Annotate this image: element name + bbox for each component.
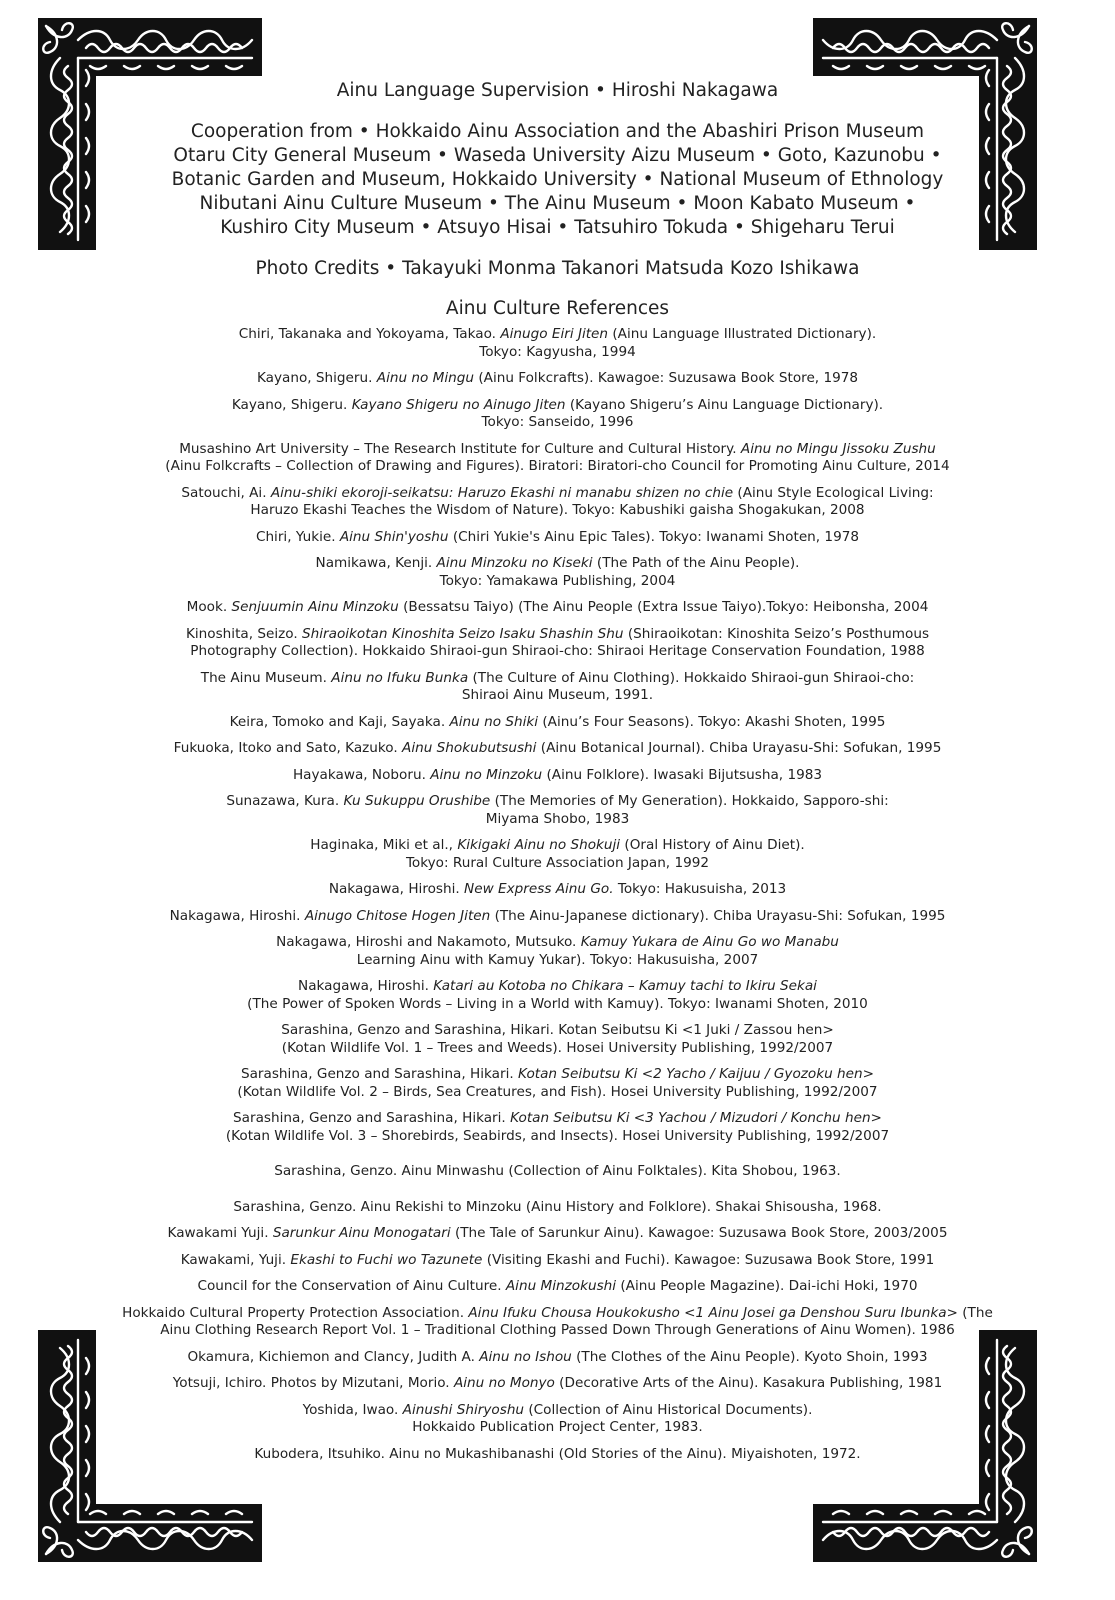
reference-title: Ekashi to Fuchi wo Tazunete [290,1251,483,1268]
reference-item [110,837,1005,872]
reference-line [110,1110,1005,1128]
reference-title: Ainugo Eiri Jiten [500,326,609,342]
reference-line [110,529,1005,547]
reference-title: Ainu Shokubutsushi [402,740,537,756]
reference-item [110,397,1005,432]
reference-item [110,1402,1005,1437]
reference-author: Sarashina, Genzo and Sarashina, Hikari. [233,1110,511,1126]
reference-title: Ainu no Mingu [376,370,475,386]
reference-line: (Ainu Folkcrafts – Collection of Drawing and Figures). Biratori: Biratori-cho Council for Promoting Ainu Culture, 2014 [165,458,950,474]
reference-line [110,441,1005,459]
reference-line [110,837,1005,855]
reference-line [110,1163,1005,1181]
reference-item [110,1446,1005,1464]
reference-details: (The Ainu Clothing Research Report Vol. 1 – Traditional Clothing Passed Down Through Generations of Ainu Women). 1986 [160,1304,993,1338]
reference-item [110,1349,1005,1367]
reference-details: (Oral History of Ainu Diet). [620,837,805,853]
reference-line [110,326,1005,344]
cooperation-line: Otaru City General Museum • Waseda University Aizu Museum • Goto, Kazunobu • [173,145,942,166]
reference-details: (Ainu Folklore). Iwasaki Bijutsusha, 1983 [542,766,823,783]
reference-author: Kawakami, Yuji. [180,1251,291,1268]
reference-details: (Bessatsu Taiyo) (The Ainu People (Extra Issue Taiyo).Tokyo: Heibonsha, 2004 [398,599,929,615]
reference-details: Tokyo: Hakusuisha, 2013 [613,881,787,897]
reference-author: Mook. [186,599,232,615]
cooperation-line: Cooperation from • Hokkaido Ainu Association and the Abashiri Prison Museum [190,121,925,142]
reference-title: Ainushi Shiryoshu [402,1401,525,1418]
reference-title: Ainu-shiki ekoroji-seikatsu: Haruzo Ekashi ni manabu shizen no chie [270,484,734,501]
reference-item [110,908,1005,926]
reference-author: Chiri, Takanaka and Yokoyama, Takao. [238,326,501,342]
reference-details: (The Memories of My Generation). Hokkaido, Sapporo-shi: [490,793,889,809]
reference-title: Kamuy Yukara de Ainu Go wo Manabu [580,934,839,950]
reference-title: Shiraoikotan Kinoshita Seizo Isaku Shashin Shu [302,625,624,642]
references-list [110,326,1005,1472]
reference-details: (The Culture of Ainu Clothing). Hokkaido Shiraoi-gun Shiraoi-cho: [468,669,915,686]
reference-title: Sarunkur Ainu Monogatari [272,1225,451,1241]
reference-line [110,555,1005,573]
reference-details: (Shiraoikotan: Kinoshita Seizo’s Posthumous [623,625,930,642]
reference-item [110,1110,1005,1145]
reference-author: Sunazawa, Kura. [226,793,344,809]
reference-author: Chiri, Yukie. [255,528,340,545]
reference-author: Kinoshita, Seizo. [185,625,302,642]
reference-details: (The Tale of Sarunkur Ainu). Kawagoe: Suzusawa Book Store, 2003/2005 [450,1225,948,1241]
reference-author: Nakagawa, Hiroshi. [298,978,434,994]
reference-line [110,1402,1005,1420]
reference-line [110,793,1005,811]
reference-author: Satouchi, Ai. [181,484,271,501]
reference-line [110,978,1005,996]
reference-details: (Ainu’s Four Seasons). Tokyo: Akashi Shoten, 1995 [538,713,886,730]
reference-author: Kawakami Yuji. [167,1225,273,1241]
reference-item [110,1252,1005,1270]
reference-item [110,626,1005,661]
reference-author: Nakagawa, Hiroshi. [328,881,465,897]
reference-details: (Ainu Folkcrafts). Kawagoe: Suzusawa Book Store, 1978 [474,370,859,386]
reference-line: (Kotan Wildlife Vol. 3 – Shorebirds, Seabirds, and Insects). Hosei University Publishing, 1992/2007 [225,1127,890,1144]
reference-author: Sarashina, Genzo and Sarashina, Hikari. Kotan Seibutsu Ki <1 Juki / Zassou hen> [281,1022,834,1038]
reference-line: (The Power of Spoken Words – Living in a World with Kamuy). Tokyo: Iwanami Shoten, 2010 [247,995,868,1012]
reference-details: (Ainu Language Illustrated Dictionary). [608,326,877,342]
reference-line [110,670,1005,688]
reference-author: Namikawa, Kenji. [315,555,437,571]
reference-line: Hokkaido Publication Project Center, 1983. [412,1419,703,1435]
reference-item [110,740,1005,758]
reference-details: (Ainu Style Ecological Living: [733,484,934,501]
reference-title: Ainu no Ifuku Bunka [331,669,469,686]
references-heading: Ainu Culture References [445,298,670,319]
reference-line [110,599,1005,617]
reference-item [110,1163,1005,1181]
reference-line [110,1022,1005,1040]
language-supervision: Ainu Language Supervision • Hiroshi Nakagawa [336,80,779,101]
reference-item [110,767,1005,785]
reference-item [110,881,1005,899]
reference-item [110,1278,1005,1296]
reference-author: Kubodera, Itsuhiko. Ainu no Mukashibanashi (Old Stories of the Ainu). Miyaishoten, 1972. [254,1445,861,1462]
reference-author: Haginaka, Miki et al., [310,837,458,853]
reference-item [110,793,1005,828]
reference-item [110,1022,1005,1057]
reference-author: Okamura, Kichiemon and Clancy, Judith A. [187,1348,480,1365]
reference-item [110,326,1005,361]
reference-author: Yoshida, Iwao. [302,1401,403,1418]
reference-line: (Kotan Wildlife Vol. 1 – Trees and Weeds). Hosei University Publishing, 1992/2007 [281,1039,834,1056]
cooperation-line: Botanic Garden and Museum, Hokkaido University • National Museum of Ethnology [171,169,944,190]
reference-details: (Decorative Arts of the Ainu). Kasakura Publishing, 1981 [554,1375,943,1391]
reference-line [110,881,1005,899]
reference-line [110,1446,1005,1464]
reference-line [110,740,1005,758]
reference-line [110,1066,1005,1084]
reference-line: Tokyo: Rural Culture Association Japan, 1992 [405,854,710,871]
reference-line: Photography Collection). Hokkaido Shiraoi-gun Shiraoi-cho: Shiraoi Heritage Conservation Foundation, 1988 [190,643,925,659]
reference-title: Katari au Kotoba no Chikara – Kamuy tachi to Ikiru Sekai [433,978,817,994]
reference-line [110,908,1005,926]
reference-details: (Visiting Ekashi and Fuchi). Kawagoe: Suzusawa Book Store, 1991 [482,1251,935,1268]
reference-item [110,555,1005,590]
reference-item [110,441,1005,476]
reference-title: Ainu Ifuku Chousa Houkokusho <1 Ainu Josei ga Denshou Suru Ibunka> [468,1304,958,1321]
reference-item [110,370,1005,388]
reference-line [110,1305,1005,1340]
reference-item [110,1066,1005,1101]
reference-details: (The Path of the Ainu People). [592,555,800,571]
reference-details: (Ainu Botanical Journal). Chiba Urayasu-Shi: Sofukan, 1995 [536,740,942,756]
reference-title: Senjuumin Ainu Minzoku [231,599,399,615]
photo-credits: Photo Credits • Takayuki Monma Takanori Matsuda Kozo Ishikawa [255,258,860,279]
reference-details: (Ainu People Magazine). Dai-ichi Hoki, 1970 [616,1278,918,1294]
reference-title: Ainu Minzoku no Kiseki [436,555,593,571]
reference-item [110,485,1005,520]
reference-line [110,1199,1005,1217]
reference-item [110,714,1005,732]
reference-title: Kotan Seibutsu Ki <2 Yacho / Kaijuu / Gyozoku hen> [518,1066,875,1082]
reference-item [110,1199,1005,1217]
reference-title: Ainu no Mingu Jissoku Zushu [740,440,936,457]
reference-item [110,978,1005,1013]
reference-line [110,1225,1005,1243]
reference-details: (The Ainu-Japanese dictionary). Chiba Urayasu-Shi: Sofukan, 1995 [490,907,946,924]
reference-item [110,1375,1005,1393]
reference-author: Sarashina, Genzo and Sarashina, Hikari. [240,1066,519,1082]
reference-author: Nakagawa, Hiroshi. [169,907,305,924]
reference-author: Hayakawa, Noboru. [292,766,431,783]
reference-line: Learning Ainu with Kamuy Yukar). Tokyo: Hakusuisha, 2007 [356,951,759,968]
reference-author: Sarashina, Genzo. Ainu Minwashu (Collection of Ainu Folktales). Kita Shobou, 1963. [274,1163,841,1179]
reference-author: Sarashina, Genzo. Ainu Rekishi to Minzoku (Ainu History and Folklore). Shakai Shisousha, 1968. [233,1198,882,1215]
reference-line: Haruzo Ekashi Teaches the Wisdom of Nature). Tokyo: Kabushiki gaisha Shogakukan, 2008 [250,502,865,518]
reference-line [110,714,1005,732]
reference-author: Keira, Tomoko and Kaji, Sayaka. [229,713,450,730]
reference-title: Kotan Seibutsu Ki <3 Yachou / Mizudori / Konchu hen> [510,1110,882,1126]
reference-line: Shiraoi Ainu Museum, 1991. [461,687,654,703]
cooperation-block [0,120,1115,240]
reference-title: Kayano Shigeru no Ainugo Jiten [351,396,566,413]
reference-line: (Kotan Wildlife Vol. 2 – Birds, Sea Creatures, and Fish). Hosei University Publishing, 1992/2007 [237,1083,878,1100]
reference-author: Kayano, Shigeru. [256,370,377,386]
reference-line [110,1375,1005,1393]
reference-details: (Chiri Yukie's Ainu Epic Tales). Tokyo: Iwanami Shoten, 1978 [448,528,860,545]
reference-details: (The Clothes of the Ainu People). Kyoto Shoin, 1993 [571,1348,928,1365]
reference-item [110,1305,1005,1340]
reference-title: Ainu no Monyo [453,1375,555,1391]
reference-line [110,934,1005,952]
reference-item [110,934,1005,969]
reference-author: Fukuoka, Itoko and Sato, Kazuko. [173,740,403,756]
reference-author: Nakagawa, Hiroshi and Nakamoto, Mutsuko. [276,934,581,950]
reference-line [110,626,1005,644]
reference-title: New Express Ainu Go. [464,881,614,897]
reference-details: (Collection of Ainu Historical Documents). [524,1401,813,1418]
reference-item [110,599,1005,617]
reference-item [110,1225,1005,1243]
reference-line [110,370,1005,388]
reference-item [110,670,1005,705]
reference-title: Ku Sukuppu Orushibe [343,793,491,809]
reference-line [110,767,1005,785]
reference-author: Musashino Art University – The Research Institute for Culture and Cultural History. [179,440,741,457]
reference-line [110,485,1005,503]
reference-title: Ainu Shin'yoshu [339,528,449,545]
reference-author: Kayano, Shigeru. [231,396,352,413]
reference-line [110,397,1005,415]
reference-line: Miyama Shobo, 1983 [485,810,630,827]
reference-details: (Kayano Shigeru’s Ainu Language Dictionary). [565,396,884,413]
reference-line: Tokyo: Yamakawa Publishing, 2004 [439,572,676,589]
cooperation-line: Kushiro City Museum • Atsuyo Hisai • Tatsuhiro Tokuda • Shigeharu Terui [220,217,895,238]
cooperation-line: Nibutani Ainu Culture Museum • The Ainu Museum • Moon Kabato Museum • [199,193,916,214]
reference-title: Ainu no Ishou [479,1348,572,1365]
reference-author: Council for the Conservation of Ainu Culture. [197,1278,506,1294]
reference-title: Kikigaki Ainu no Shokuji [457,837,621,853]
reference-line [110,1278,1005,1296]
reference-author: The Ainu Museum. [200,669,332,686]
reference-author: Hokkaido Cultural Property Protection Association. [122,1304,469,1321]
reference-line [110,1349,1005,1367]
reference-item [110,529,1005,547]
reference-line: Tokyo: Kagyusha, 1994 [479,343,636,360]
reference-title: Ainu no Shiki [449,713,539,730]
reference-title: Ainugo Chitose Hogen Jiten [304,907,491,924]
reference-title: Ainu no Minzoku [430,766,543,783]
reference-line: Tokyo: Sanseido, 1996 [481,414,634,430]
reference-author: Yotsuji, Ichiro. Photos by Mizutani, Morio. [172,1375,454,1391]
reference-title: Ainu Minzokushi [505,1278,617,1294]
reference-line [110,1252,1005,1270]
